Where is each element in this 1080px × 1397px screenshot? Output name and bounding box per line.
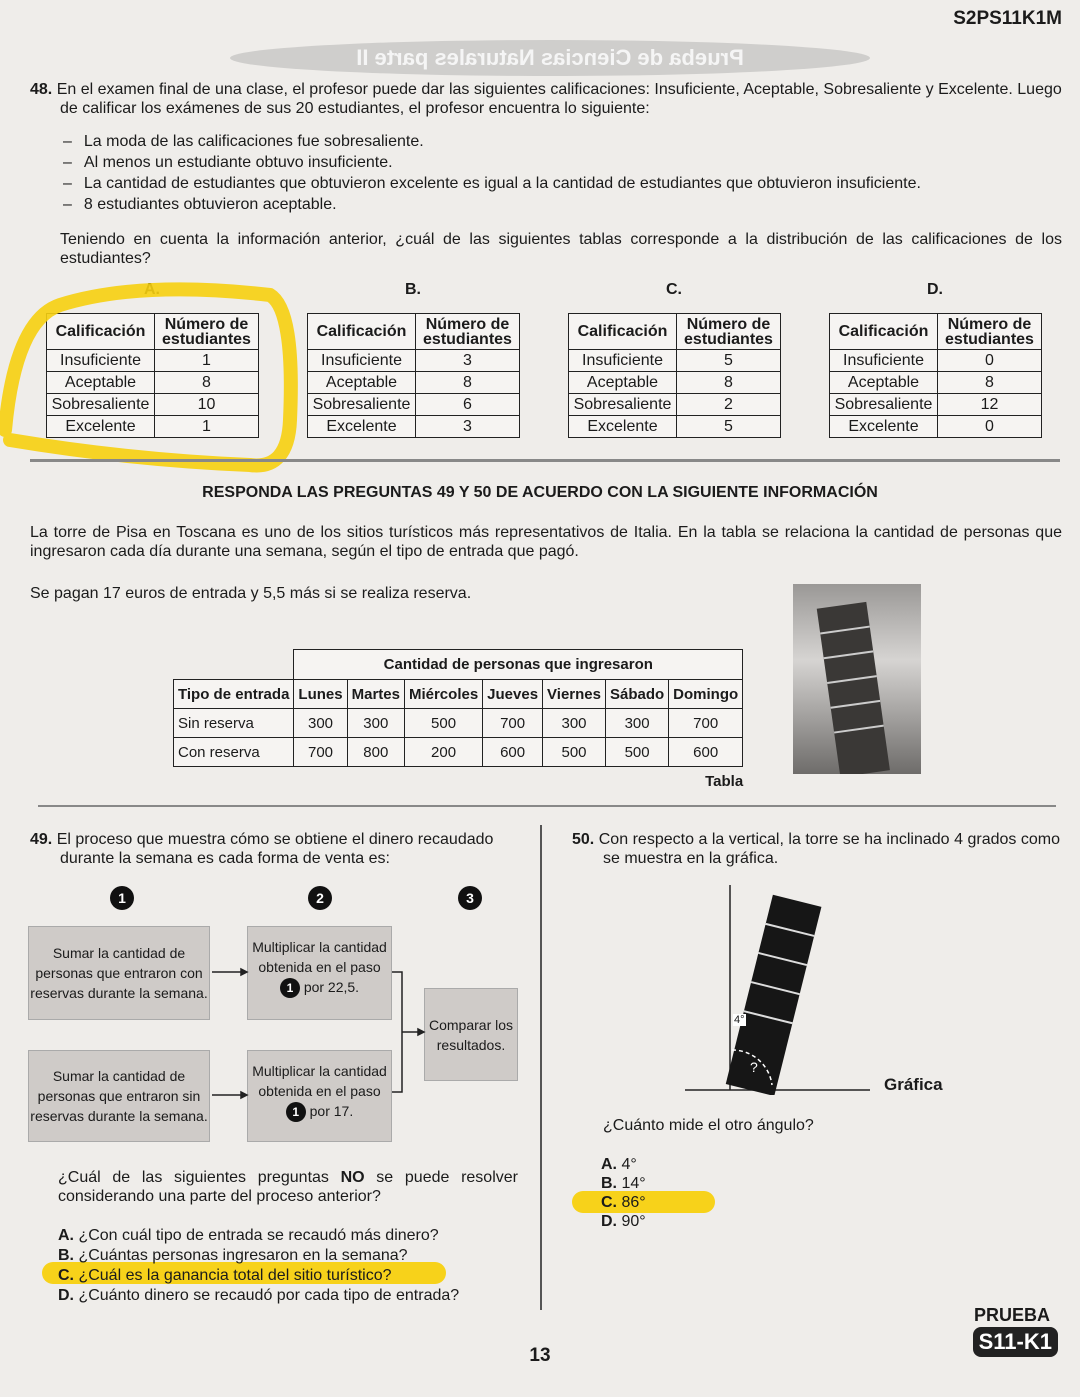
prompt-emphasis: NO	[340, 1169, 365, 1186]
row-label: Sobresaliente	[569, 394, 677, 416]
cell: 10	[155, 394, 259, 416]
grades-table	[307, 313, 520, 438]
table-row	[174, 709, 743, 738]
column-header: Calificación	[569, 314, 677, 350]
option-text: ¿Cuál es la ganancia total del sitio turístico?	[78, 1267, 392, 1284]
cell: 0	[938, 350, 1042, 372]
column-header: Número de estudiantes	[677, 314, 781, 350]
cell: 6	[416, 394, 520, 416]
option-label: A.	[144, 281, 160, 298]
prompt-text: se puede resolver considerando una parte del proceso anterior?	[58, 1169, 518, 1205]
option-text: 4°	[621, 1156, 637, 1173]
box-text: por 17.	[309, 1103, 354, 1119]
row-label: Aceptable	[830, 372, 938, 394]
list-item: – Al menos un estudiante obtuvo insuficiente.	[85, 153, 1062, 172]
row-label: Sobresaliente	[47, 394, 155, 416]
column-header: Domingo	[669, 680, 743, 709]
intro-text: La torre de Pisa en Toscana es uno de los sitios turísticos más representativos de Italia. En la tabla se relaciona la cantidad de personas que ingresaron cada día durante una semana, según el tipo de entrada que pagó.	[30, 524, 1062, 560]
cell: 1	[155, 350, 259, 372]
box-text: por 22,5.	[303, 979, 360, 995]
option-text: ¿Cuántas personas ingresaron en la semana?	[78, 1247, 408, 1264]
cell: 600	[483, 738, 543, 767]
cell: 0	[938, 416, 1042, 438]
option-label: B.	[601, 1175, 617, 1192]
page-number: 13	[529, 1345, 551, 1366]
row-label: Sobresaliente	[830, 394, 938, 416]
option-text: ¿Cuánto dinero se recaudó por cada tipo de entrada?	[78, 1287, 460, 1304]
q50-prompt: ¿Cuánto mide el otro ángulo?	[603, 1117, 814, 1134]
cell: 3	[416, 416, 520, 438]
cell: 700	[669, 709, 743, 738]
cell: 8	[938, 372, 1042, 394]
row-label: Aceptable	[308, 372, 416, 394]
flow-arrows	[210, 960, 430, 1100]
step-ref-icon: 1	[286, 1102, 306, 1122]
option-label: D.	[927, 281, 943, 298]
visitors-table-wrap	[173, 649, 743, 790]
table-row	[569, 416, 781, 438]
row-label: Excelente	[569, 416, 677, 438]
cell: 300	[294, 709, 347, 738]
table-row	[830, 372, 1042, 394]
row-label: Excelente	[830, 416, 938, 438]
row-label: Con reserva	[174, 738, 294, 767]
table-row	[308, 350, 520, 372]
question-50	[572, 830, 1060, 868]
footer-code-badge: S11-K1	[973, 1327, 1058, 1357]
box-text: Multiplicar la cantidad obtenida en el paso	[252, 1063, 387, 1099]
column-header: Calificación	[308, 314, 416, 350]
cell: 200	[404, 738, 482, 767]
option-text: 90°	[621, 1213, 646, 1230]
option-c[interactable]	[601, 1193, 646, 1212]
cell: 300	[347, 709, 404, 738]
cell: 12	[938, 394, 1042, 416]
box-text: Multiplicar la cantidad obtenida en el paso	[252, 939, 387, 975]
row-label: Excelente	[308, 416, 416, 438]
option-a[interactable]	[601, 1155, 646, 1174]
column-header: Número de estudiantes	[938, 314, 1042, 350]
booklet-code: S2PS11K1M	[953, 8, 1062, 29]
grades-table	[829, 313, 1042, 438]
row-label: Sin reserva	[174, 709, 294, 738]
option-d[interactable]	[601, 1212, 646, 1231]
step-number-1: 1	[110, 886, 134, 910]
row-label: Insuficiente	[569, 350, 677, 372]
table-row	[174, 738, 743, 767]
table-row	[308, 372, 520, 394]
table-row	[569, 372, 781, 394]
question-number: 49.	[30, 831, 53, 848]
table-row	[830, 416, 1042, 438]
option-label: A.	[58, 1227, 74, 1244]
option-label: D.	[58, 1287, 74, 1304]
visitors-table	[173, 649, 743, 767]
row-label: Sobresaliente	[308, 394, 416, 416]
table-title: Cantidad de personas que ingresaron	[294, 650, 743, 680]
option-c-table[interactable]	[568, 313, 781, 438]
column-header: Jueves	[483, 680, 543, 709]
question-text: El proceso que muestra cómo se obtiene el dinero recaudado durante la semana es cada forma de venta es:	[56, 831, 494, 867]
column-header: Miércoles	[404, 680, 482, 709]
column-header: Tipo de entrada	[174, 680, 294, 709]
option-c[interactable]	[58, 1266, 459, 1285]
unknown-angle-label: ?	[750, 1059, 758, 1075]
cell: 500	[404, 709, 482, 738]
option-d[interactable]	[58, 1286, 459, 1305]
tower-angle-graph	[680, 880, 880, 1095]
question-prompt: Teniendo en cuenta la información anterior, ¿cuál de las siguientes tablas corresponde a la distribución de las calificaciones de los estudiantes?	[60, 231, 1062, 267]
option-b-table[interactable]	[307, 313, 520, 438]
cell: 500	[605, 738, 668, 767]
column-header: Martes	[347, 680, 404, 709]
option-label: B.	[58, 1247, 74, 1264]
question-text: En el examen final de una clase, el profesor puede dar las siguientes calificaciones: Insuficiente, Aceptable, Sobresaliente y Excelente. Luego de calificar los exámenes de sus 20 estudiantes, el profesor encuentra lo siguiente:	[56, 81, 1062, 117]
table-caption: Tabla	[705, 773, 744, 790]
option-b[interactable]	[601, 1174, 646, 1193]
cell: 800	[347, 738, 404, 767]
column-header: Calificación	[47, 314, 155, 350]
cell: 1	[155, 416, 259, 438]
pisa-tower-photo	[793, 584, 921, 774]
section-banner: Prueba de Ciencias Naturales parte II	[230, 40, 870, 76]
table-row	[308, 416, 520, 438]
list-item: – La moda de las calificaciones fue sobresaliente.	[85, 132, 1062, 151]
column-header: Sábado	[605, 680, 668, 709]
option-label: B.	[405, 281, 421, 298]
column-header: Viernes	[543, 680, 606, 709]
price-text: Se pagan 17 euros de entrada y 5,5 más si se realiza reserva.	[30, 585, 472, 602]
step1-without-reserve-box: Sumar la cantidad de personas que entraron sin reservas durante la semana.	[28, 1050, 210, 1142]
option-label: C.	[666, 281, 682, 298]
q50-options	[601, 1155, 646, 1231]
graph-caption: Gráfica	[884, 1075, 943, 1094]
table-row	[830, 350, 1042, 372]
cell: 5	[677, 350, 781, 372]
option-d-table[interactable]	[829, 313, 1042, 438]
column-header: Calificación	[830, 314, 938, 350]
step-number-2: 2	[308, 886, 332, 910]
cell: 700	[294, 738, 347, 767]
list-item: – 8 estudiantes obtuvieron aceptable.	[85, 195, 1062, 214]
cell: 500	[543, 738, 606, 767]
question-48	[30, 80, 1062, 268]
option-label: D.	[601, 1213, 617, 1230]
table-row	[830, 394, 1042, 416]
highlight-mark	[0, 270, 310, 480]
cell: 300	[605, 709, 668, 738]
grades-table	[568, 313, 781, 438]
column-header: Lunes	[294, 680, 347, 709]
row-label: Insuficiente	[47, 350, 155, 372]
footer-prueba: PRUEBA	[973, 1305, 1050, 1325]
cell: 8	[416, 372, 520, 394]
table-row	[308, 394, 520, 416]
table-row	[569, 350, 781, 372]
row-label: Excelente	[47, 416, 155, 438]
row-label: Aceptable	[569, 372, 677, 394]
question-number: 48.	[30, 81, 53, 98]
cell: 2	[677, 394, 781, 416]
option-label: A.	[601, 1156, 617, 1173]
step-number-3: 3	[458, 886, 482, 910]
question-text: Con respecto a la vertical, la torre se ha inclinado 4 grados como se muestra en la gráfica.	[598, 831, 1060, 867]
column-header: Número de estudiantes	[155, 314, 259, 350]
section-heading: RESPONDA LAS PREGUNTAS 49 Y 50 DE ACUERDO CON LA SIGUIENTE INFORMACIÓN	[202, 484, 878, 501]
cell: 600	[669, 738, 743, 767]
step-ref-icon: 1	[280, 978, 300, 998]
option-b[interactable]	[58, 1246, 459, 1265]
column-header: Número de estudiantes	[416, 314, 520, 350]
step1-with-reserve-box: Sumar la cantidad de personas que entraron con reservas durante la semana.	[28, 926, 210, 1020]
option-text: 86°	[621, 1194, 646, 1211]
cell: 8	[677, 372, 781, 394]
row-label: Aceptable	[47, 372, 155, 394]
row-label: Insuficiente	[830, 350, 938, 372]
row-label: Insuficiente	[308, 350, 416, 372]
cell: 300	[543, 709, 606, 738]
prompt-text: ¿Cuál de las siguientes preguntas	[58, 1169, 341, 1186]
option-a[interactable]	[58, 1226, 459, 1245]
option-label: C.	[601, 1194, 617, 1211]
option-text: 14°	[621, 1175, 646, 1192]
option-label: C.	[58, 1267, 74, 1284]
cell: 8	[155, 372, 259, 394]
option-text: ¿Con cuál tipo de entrada se recaudó más dinero?	[78, 1227, 439, 1244]
cell: 5	[677, 416, 781, 438]
q49-options	[58, 1226, 459, 1305]
table-row	[569, 394, 781, 416]
question-49	[30, 830, 525, 868]
angle-label: 4°	[734, 1014, 745, 1026]
question-number: 50.	[572, 831, 595, 848]
q49-prompt	[58, 1168, 518, 1206]
cell: 700	[483, 709, 543, 738]
conditions-list	[85, 132, 1062, 214]
list-item: – La cantidad de estudiantes que obtuvieron excelente es igual a la cantidad de estudiantes que obtuvieron insuficiente.	[85, 174, 1062, 193]
cell: 3	[416, 350, 520, 372]
step3-compare-box: Comparar los resultados.	[424, 988, 518, 1081]
